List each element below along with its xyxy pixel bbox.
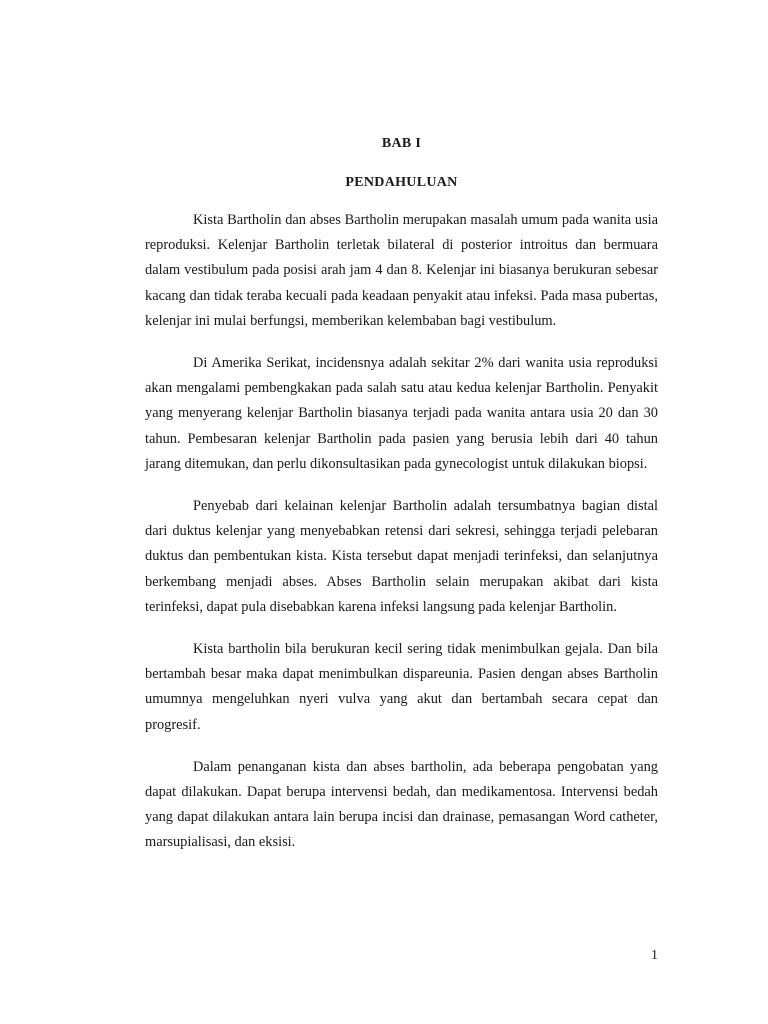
paragraph: Penyebab dari kelainan kelenjar Bartholin adalah tersumbatnya bagian distal dari duktus kelenjar yang menyebabkan retensi dari sekresi, sehingga terjadi pelebaran duktus dan pembentukan kista. Kista tersebut dapat menjadi terinfeksi, dan selanjutnya berkembang menjadi abses. Abses Bartholin selain merupakan akibat dari kista terinfeksi, dapat pula disebabkan karena infeksi langsung pada kelenjar Bartholin. [145,498,658,615]
chapter-title: PENDAHULUAN [345,175,458,190]
page-number: 1 [651,948,658,963]
body-text [145,208,658,873]
chapter-heading: BAB I [381,136,422,151]
paragraph: Dalam penanganan kista dan abses bartholin, ada beberapa pengobatan yang dapat dilakukan. Dapat berupa intervensi bedah, dan medikamentosa. Intervensi bedah yang dapat dilakukan antara lain berupa incisi dan drainase, pemasangan Word catheter, marsupialisasi, dan eksisi. [145,758,658,851]
paragraph: Kista bartholin bila berukuran kecil sering tidak menimbulkan gejala. Dan bila bertambah besar maka dapat menimbulkan dispareunia. Pasien dengan abses Bartholin umumnya mengeluhkan nyeri vulva yang akut dan bertambah secara cepat dan progresif. [145,641,658,733]
paragraph: Kista Bartholin dan abses Bartholin merupakan masalah umum pada wanita usia reproduksi. Kelenjar Bartholin terletak bilateral di posterior introitus dan bermuara dalam vestibulum pada posisi arah jam 4 dan 8. Kelenjar ini biasanya berukuran sebesar kacang dan tidak teraba kecuali pada keadaan penyakit atau infeksi. Pada masa pubertas, kelenjar ini mulai berfungsi, memberikan kelembaban bagi vestibulum. [145,212,658,329]
paragraph: Di Amerika Serikat, incidensnya adalah sekitar 2% dari wanita usia reproduksi akan mengalami pembengkakan pada salah satu atau kedua kelenjar Bartholin. Penyakit yang menyerang kelenjar Bartholin biasanya terjadi pada wanita antara usia 20 dan 30 tahun. Pembesaran kelenjar Bartholin pada pasien yang berusia lebih dari 40 tahun jarang ditemukan, dan perlu dikonsultasikan pada gynecologist untuk dilakukan biopsi. [145,355,658,472]
